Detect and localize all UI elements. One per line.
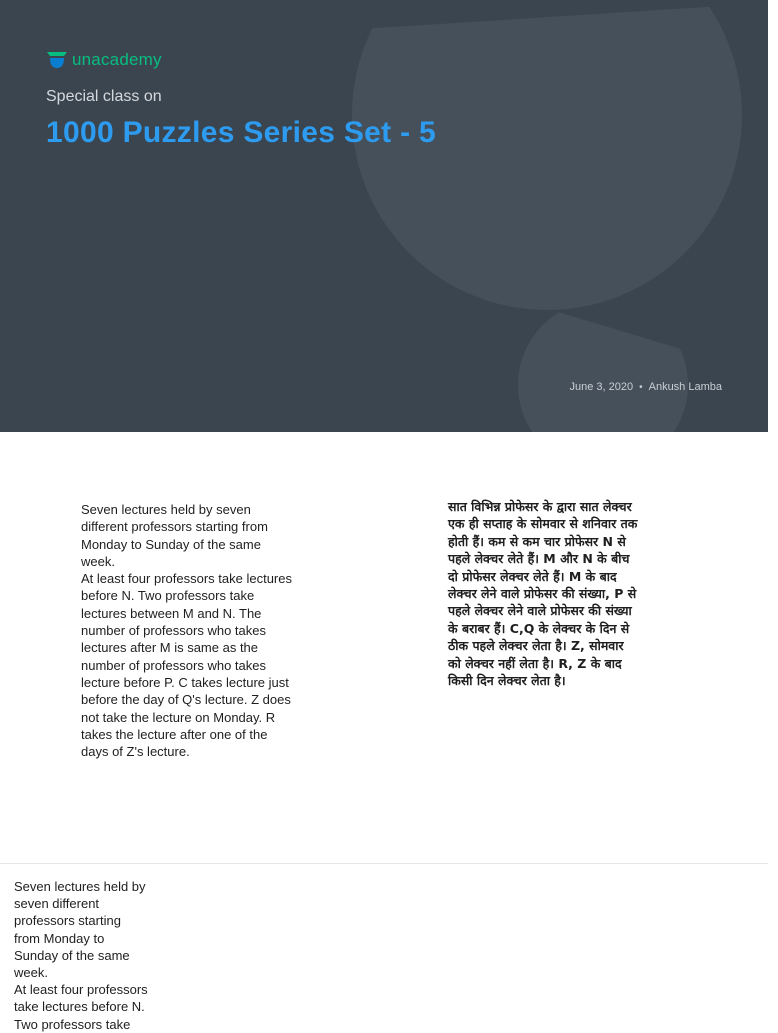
cover-subtitle: Special class on [46, 88, 162, 105]
cover-meta [569, 381, 722, 393]
brand-name: unacademy [72, 50, 162, 69]
cover-title: 1000 Puzzles Series Set - 5 [46, 116, 436, 149]
cover-slide [0, 0, 768, 432]
puzzle-slide [0, 432, 768, 864]
puzzle-text-english-partial: Seven lectures held by seven different professors starting from Monday to Sunday of the same week. At least four professors take lectures before N. Two professors take [14, 879, 148, 1032]
brand-logo [46, 50, 162, 70]
cover-author: Ankush Lamba [648, 381, 722, 393]
unacademy-logo-icon [46, 50, 68, 70]
cover-date: June 3, 2020 [569, 381, 634, 393]
puzzle-text-hindi: सात विभिन्न प्रोफेसर के द्वारा सात लेक्चर एक ही सप्ताह के सोमवार से शनिवार तक होती हैं। कम से कम चार प्रोफेसर N से पहले लेक्चर लेते हैं। M और N के बीच दो प्रोफेसर लेक्चर लेते हैं। M के बाद लेक्चर लेने वाले प्रोफेसर की संख्या, P से पहले लेक्चर लेने वाले प्रोफेसर की संख्या के बराबर हैं। C,Q के लेक्चर के दिन से ठीक पहले लेक्चर लेता है। Z, सोमवार को लेक्चर नहीं लेता है। R, Z के बाद किसी दिन लेक्चर लेता है। [448, 499, 638, 689]
decorative-semicircle-large [316, 0, 778, 346]
puzzle-slide-partial [0, 865, 768, 1032]
puzzle-text-english: Seven lectures held by seven different professors starting from Monday to Sunday of the same week. At least four professors take lectures before N. Two professors take lectures between M and N. The number of professors who takes lectures after M is same as the number of professors who takes lecture before P. C takes lecture just before the day of Q's lecture. Z does not take the lecture on Monday. R takes the lecture after one of the days of Z's lecture. [81, 502, 292, 760]
meta-separator: • [639, 381, 643, 393]
